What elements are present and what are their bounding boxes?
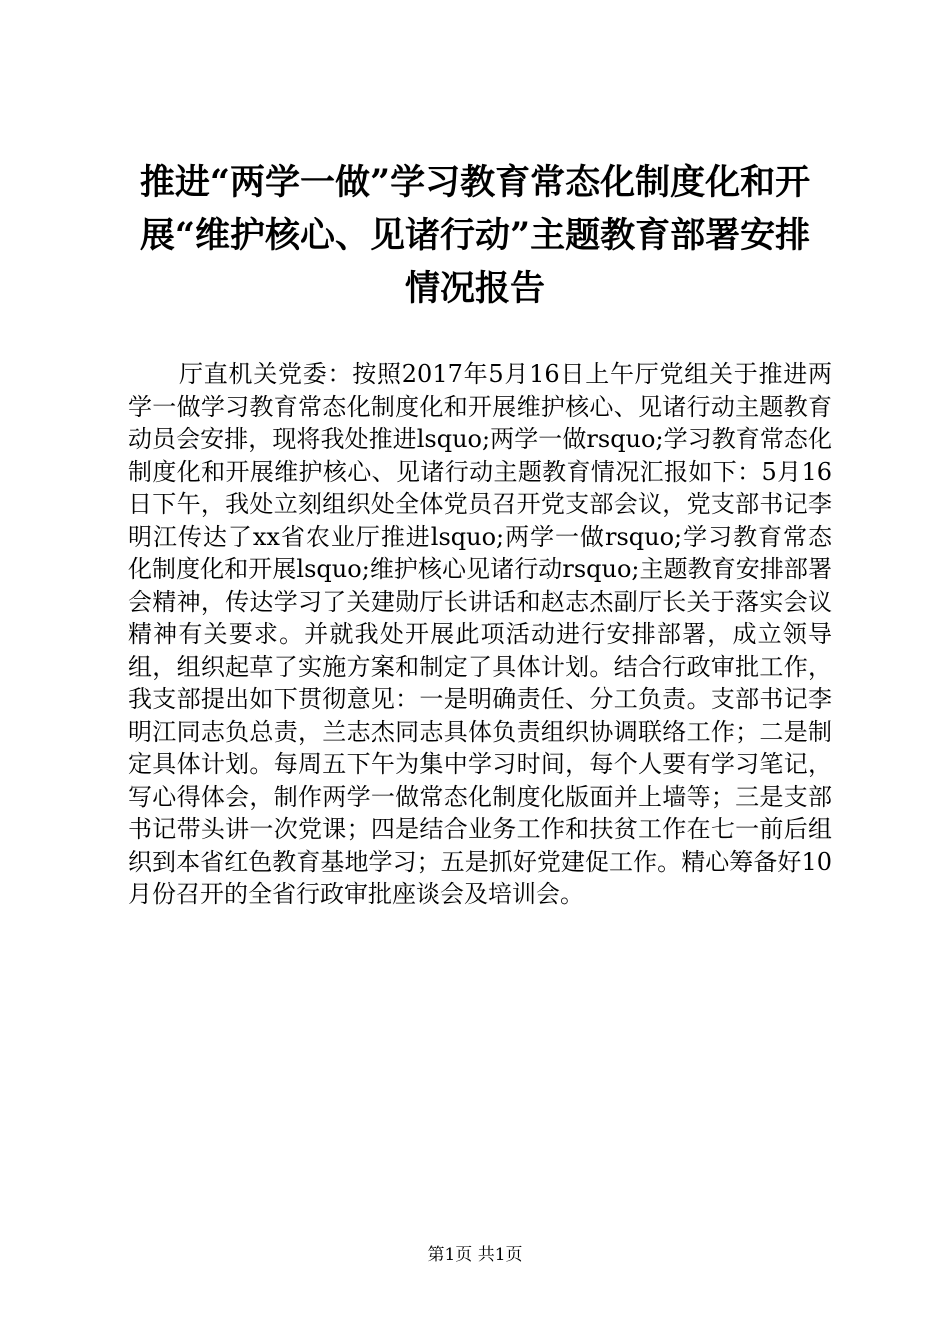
title-line-1: 推进“两学一做”学习教育常态化制度化和开	[139, 162, 811, 203]
title-line-2: 展“维护核心、见诸行动”主题教育部署安排	[139, 215, 811, 256]
document-body-paragraph: 厅直机关党委：按照2017年5月16日上午厅党组关于推进两学一做学习教育常态化制度化和开展维护核心、见诸行动主题教育动员会安排，现将我处推进lsquo;两学一做rsquo;学习教育常态化制度化和开展维护核心、见诸行动主题教育情况汇报如下：5月16日下午，我处立刻组织处全体党员召开党支部会议，党支部书记李明江传达了xx省农业厅推进lsquo;两学一做rsquo;学习教育常态化制度化和开展lsquo;维护核心见诸行动rsquo;主题教育安排部署会精神，传达学习了关建勋厅长讲话和赵志杰副厅长关于落实会议精神有关要求。并就我处开展此项活动进行安排部署，成立领导组，组织起草了实施方案和制定了具体计划。结合行政审批工作，我支部提出如下贯彻意见：一是明确责任、分工负责。支部书记李明江同志负总责，兰志杰同志具体负责组织协调联络工作；二是制定具体计划。每周五下午为集中学习时间，每个人要有学习笔记，写心得体会，制作两学一做常态化制度化版面并上墙等；三是支部书记带头讲一次党课；四是结合业务工作和扶贫工作在七一前后组织到本省红色教育基地学习；五是抓好党建促工作。精心筹备好10月份召开的全省行政审批座谈会及培训会。	[128, 360, 832, 908]
page-number-footer: 第1页 共1页	[427, 1245, 523, 1265]
document-title	[118, 156, 832, 315]
title-line-3: 情况报告	[404, 268, 545, 309]
